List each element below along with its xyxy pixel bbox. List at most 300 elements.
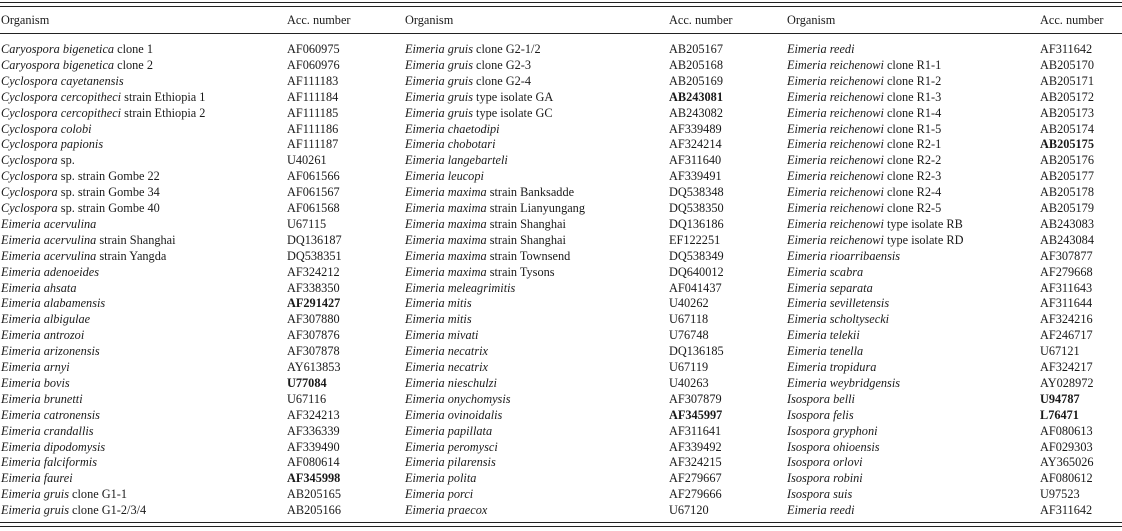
organism-cell	[787, 57, 941, 73]
organism-cell	[1, 264, 99, 280]
accession-number-cell: AY028972	[1040, 375, 1094, 390]
organism-name: Isospora suis	[787, 487, 853, 502]
accession-number-cell: AF279668	[1040, 264, 1093, 279]
organism-name: Eimeria ahsata	[1, 280, 77, 295]
organism-cell	[405, 136, 496, 152]
organism-name: Isospora gryphoni	[787, 423, 878, 438]
accession-number-cell: AF307880	[287, 312, 340, 327]
organism-cell	[787, 184, 941, 200]
organism-cell	[1, 359, 70, 375]
organism-cell	[1, 57, 153, 73]
accession-number-cell: DQ640012	[669, 264, 724, 279]
organism-name: Eimeria faurei	[1, 471, 73, 486]
accession-number-cell: AF336339	[287, 423, 340, 438]
organism-name: Eimeria mivati	[405, 328, 479, 343]
accession-number-cell: U67115	[287, 216, 327, 231]
organism-cell	[787, 136, 941, 152]
organism-name: Eimeria gruis	[1, 503, 69, 518]
organism-cell	[787, 295, 889, 311]
organism-cell	[787, 89, 941, 105]
organism-qualifier: strain Ethiopia 1	[121, 89, 206, 104]
organism-cell	[405, 391, 511, 407]
organism-qualifier: clone 2	[114, 57, 153, 72]
organism-qualifier: clone 1	[114, 42, 153, 56]
top-rule-outer	[0, 2, 1122, 3]
organism-name: Eimeria reichenowi	[787, 232, 884, 247]
organism-cell	[405, 280, 515, 296]
accession-number-cell: AF339492	[669, 439, 722, 454]
accession-number-cell: AF111187	[287, 137, 339, 152]
organism-qualifier: strain Banksadde	[486, 185, 575, 200]
organism-name: Eimeria reichenowi	[787, 73, 884, 88]
accession-number-cell: AB243084	[1040, 232, 1094, 247]
organism-name: Eimeria gruis	[405, 42, 473, 56]
accession-number-cell: AF111186	[287, 121, 339, 136]
organism-qualifier: strain Shanghai	[486, 216, 566, 231]
organism-name: Eimeria gruis	[405, 57, 473, 72]
organism-name: Eimeria acervulina	[1, 248, 97, 263]
organism-qualifier: strain Shanghai	[486, 232, 566, 247]
header-acc-number-2: Acc. number	[669, 13, 733, 27]
accession-number-cell: AF307876	[287, 328, 340, 343]
accession-number-cell: AY613853	[287, 360, 341, 374]
organism-name: Eimeria gruis	[1, 487, 69, 502]
organism-cell	[405, 121, 500, 137]
organism-cell	[405, 184, 574, 200]
accession-number-cell: AF111183	[287, 73, 339, 88]
organism-name: Caryospora bigenetica	[1, 57, 115, 72]
organism-cell	[787, 280, 873, 296]
accession-number-cell: AF060976	[287, 57, 340, 72]
organism-qualifier: sp.	[57, 153, 75, 168]
accession-number-cell: AB205167	[669, 42, 723, 56]
accession-number-cell: U67121	[1040, 344, 1080, 359]
accession-number-cell: U67118	[669, 312, 709, 327]
organism-qualifier: clone R1-5	[883, 121, 942, 136]
organism-qualifier: strain Lianyungang	[486, 201, 585, 215]
organism-qualifier: sp. strain Gombe 22	[57, 169, 160, 184]
accession-number-cell: AF080614	[287, 455, 340, 470]
accession-number-cell: AF111185	[287, 105, 339, 120]
organism-name: Eimeria gruis	[405, 89, 473, 104]
organism-qualifier: clone G2-1/2	[472, 42, 541, 56]
organism-name: Eimeria reichenowi	[787, 137, 884, 152]
organism-cell	[787, 359, 876, 375]
organism-name: Eimeria langebarteli	[405, 153, 508, 168]
organism-name: Cyclospora cayetanensis	[1, 73, 124, 88]
organism-name: Isospora belli	[787, 391, 855, 406]
organism-name: Eimeria porci	[405, 487, 474, 502]
accession-number-cell: AB205178	[1040, 185, 1094, 200]
organism-name: Eimeria tenella	[787, 344, 864, 359]
organism-cell	[787, 152, 941, 168]
accession-number-cell: AF246717	[1040, 328, 1093, 343]
accession-number-cell: AY365026	[1040, 455, 1094, 470]
organism-name: Cyclospora	[1, 201, 58, 215]
organism-cell	[1, 200, 160, 216]
organism-qualifier: clone G2-4	[472, 73, 532, 88]
organism-name: Eimeria mitis	[405, 312, 472, 327]
organism-cell	[1, 407, 100, 423]
organism-cell	[405, 439, 498, 455]
organism-qualifier: clone G1-1	[68, 487, 128, 502]
organism-name: Eimeria gruis	[405, 105, 473, 120]
organism-name: Eimeria brunetti	[1, 391, 83, 406]
organism-name: Caryospora bigenetica	[1, 42, 115, 56]
header-organism-1: Organism	[1, 13, 50, 27]
organism-name: Eimeria catronensis	[1, 407, 100, 422]
organism-name: Eimeria sevilletensis	[787, 296, 890, 311]
organism-cell	[405, 41, 541, 57]
organism-cell	[787, 454, 863, 470]
organism-cell	[1, 89, 205, 105]
organism-cell	[405, 105, 553, 121]
accession-number-cell: DQ538348	[669, 185, 724, 200]
organism-cell	[787, 73, 941, 89]
organism-cell	[405, 454, 496, 470]
accession-number-cell: AB205171	[1040, 73, 1094, 88]
accession-number-cell: AF080613	[1040, 423, 1093, 438]
organism-cell	[405, 264, 555, 280]
organism-name: Cyclospora cercopitheci	[1, 105, 122, 120]
organism-cell	[1, 391, 83, 407]
organism-cell	[1, 295, 105, 311]
organism-cell	[405, 343, 488, 359]
organism-cell	[1, 136, 103, 152]
accession-number-cell: AB205174	[1040, 121, 1094, 136]
header-rule	[0, 33, 1122, 34]
organism-cell	[1, 168, 160, 184]
accession-number-cell: AF061567	[287, 185, 340, 200]
organism-cell	[787, 502, 855, 518]
accession-number-cell: DQ136186	[669, 216, 724, 231]
accession-number-cell: DQ538350	[669, 201, 724, 215]
organism-cell	[1, 152, 75, 168]
organism-cell	[787, 248, 900, 264]
accession-number-cell: AF324217	[1040, 360, 1093, 374]
organism-name: Eimeria leucopi	[405, 169, 484, 184]
organism-qualifier: type isolate RD	[883, 232, 964, 247]
accession-number-cell: AF311642	[1040, 503, 1093, 518]
organism-cell	[787, 470, 863, 486]
accession-number-cell: AF291427	[287, 296, 341, 311]
organism-name: Eimeria alabamensis	[1, 296, 106, 311]
accession-number-cell: AF324216	[1040, 312, 1093, 327]
organism-name: Eimeria chobotari	[405, 137, 496, 152]
organism-cell	[787, 216, 963, 232]
organism-qualifier: type isolate RB	[883, 216, 963, 231]
organism-name: Eimeria arnyi	[1, 360, 70, 374]
organism-cell	[1, 105, 205, 121]
organism-name: Eimeria rioarribaensis	[787, 248, 901, 263]
bottom-rule-outer	[0, 526, 1122, 527]
organism-name: Eimeria gruis	[405, 73, 473, 88]
organism-cell	[1, 454, 97, 470]
organism-cell	[405, 152, 508, 168]
organism-name: Eimeria maxima	[405, 264, 487, 279]
organism-qualifier: strain Ethiopia 2	[121, 105, 206, 120]
accession-number-cell: AF311641	[669, 423, 722, 438]
organism-qualifier: clone R1-3	[883, 89, 942, 104]
organism-cell	[787, 121, 941, 137]
accession-number-cell: AB205168	[669, 57, 723, 72]
organism-cell	[1, 439, 105, 455]
organism-name: Cyclospora colobi	[1, 121, 92, 136]
accession-number-cell: AB243081	[669, 89, 723, 104]
top-rule-inner	[0, 6, 1122, 7]
organism-name: Eimeria separata	[787, 280, 873, 295]
organism-cell	[787, 264, 863, 280]
organism-name: Eimeria tropidura	[787, 360, 877, 374]
organism-qualifier: sp. strain Gombe 34	[57, 185, 160, 200]
organism-name: Eimeria albigulae	[1, 312, 91, 327]
organism-cell	[405, 216, 566, 232]
organism-qualifier: strain Yangda	[96, 248, 167, 263]
organism-cell	[405, 232, 566, 248]
accession-number-cell: AF029303	[1040, 439, 1093, 454]
organism-qualifier: clone R2-1	[883, 137, 942, 152]
organism-cell	[787, 423, 878, 439]
organism-cell	[405, 486, 473, 502]
organism-cell	[1, 248, 166, 264]
accession-number-cell: DQ136185	[669, 344, 724, 359]
accession-number-cell: AF338350	[287, 280, 340, 295]
header-acc-number-1: Acc. number	[287, 13, 351, 27]
organism-name: Eimeria mitis	[405, 296, 472, 311]
header-organism-2: Organism	[405, 13, 454, 27]
organism-qualifier: clone R1-4	[883, 105, 942, 120]
accession-number-cell: U67120	[669, 503, 709, 518]
organism-name: Eimeria dipodomysis	[1, 439, 106, 454]
organism-name: Eimeria maxima	[405, 232, 487, 247]
organism-name: Eimeria praecox	[405, 503, 488, 518]
accession-number-cell: AF279667	[669, 471, 722, 486]
organism-cell	[1, 184, 160, 200]
organism-cell	[1, 121, 92, 137]
organism-cell	[1, 280, 77, 296]
accession-number-cell: AF339491	[669, 169, 722, 184]
organism-name: Eimeria reichenowi	[787, 169, 884, 184]
accession-number-cell: AF279666	[669, 487, 722, 502]
accession-number-cell: U94787	[1040, 391, 1080, 406]
organism-name: Eimeria maxima	[405, 248, 487, 263]
organism-qualifier: strain Townsend	[486, 248, 571, 263]
organism-qualifier: clone R2-3	[883, 169, 942, 184]
organism-name: Eimeria maxima	[405, 185, 487, 200]
organism-name: Eimeria bovis	[1, 375, 70, 390]
organism-name: Isospora robini	[787, 471, 863, 486]
organism-cell	[787, 41, 855, 57]
organism-cell	[787, 327, 860, 343]
organism-cell	[1, 41, 153, 57]
organism-cell	[405, 248, 570, 264]
organism-name: Eimeria polita	[405, 471, 477, 486]
organism-name: Eimeria falciformis	[1, 455, 97, 470]
accession-number-cell: AF311640	[669, 153, 722, 168]
organism-cell	[405, 423, 492, 439]
accession-number-cell: U40263	[669, 375, 709, 390]
organism-name: Eimeria reichenowi	[787, 121, 884, 136]
accession-number-cell: AF061568	[287, 201, 340, 215]
organism-cell	[787, 232, 963, 248]
organism-name: Eimeria reichenowi	[787, 216, 884, 231]
organism-name: Eimeria weybridgensis	[787, 375, 901, 390]
bottom-rule-inner	[0, 522, 1122, 523]
organism-name: Eimeria scholtysecki	[787, 312, 890, 327]
organism-name: Eimeria nieschulzi	[405, 375, 497, 390]
accession-number-cell: DQ136187	[287, 232, 342, 247]
organism-name: Eimeria telekii	[787, 328, 860, 343]
organism-qualifier: clone R1-1	[883, 57, 942, 72]
organism-name: Eimeria reichenowi	[787, 105, 884, 120]
organism-name: Eimeria reichenowi	[787, 153, 884, 168]
organism-qualifier: clone G1-2/3/4	[68, 503, 147, 518]
organism-cell	[1, 216, 96, 232]
accession-number-cell: L76471	[1040, 407, 1079, 422]
accession-number-cell: AF311643	[1040, 280, 1093, 295]
organism-name: Eimeria meleagrimitis	[405, 280, 516, 295]
accession-number-cell: AF307879	[669, 391, 722, 406]
accession-number-cell: AF324213	[287, 407, 340, 422]
organism-cell	[405, 327, 478, 343]
accession-number-cell: AF041437	[669, 280, 722, 295]
accession-number-cell: AF061566	[287, 169, 340, 184]
accession-number-cell: AB205173	[1040, 105, 1094, 120]
accession-number-cell: AB205170	[1040, 57, 1094, 72]
organism-cell	[405, 375, 497, 391]
accession-number-cell: AF324215	[669, 455, 722, 470]
organism-cell	[787, 200, 941, 216]
organism-cell	[787, 486, 852, 502]
organism-cell	[405, 407, 502, 423]
accession-number-cell: AF339490	[287, 439, 340, 454]
organism-name: Isospora orlovi	[787, 455, 863, 470]
accession-number-cell: AB205176	[1040, 153, 1094, 168]
accession-number-cell: U76748	[669, 328, 709, 343]
organism-cell	[1, 486, 127, 502]
organism-cell	[1, 327, 84, 343]
accession-number-cell: AB243083	[1040, 216, 1094, 231]
organism-name: Eimeria pilarensis	[405, 455, 496, 470]
accession-number-cell: AB205166	[287, 503, 341, 518]
organism-qualifier: clone R2-2	[883, 153, 942, 168]
organism-qualifier: type isolate GA	[472, 89, 554, 104]
organism-name: Cyclospora cercopitheci	[1, 89, 122, 104]
organism-cell	[405, 168, 484, 184]
organism-name: Eimeria onychomysis	[405, 391, 511, 406]
organism-name: Eimeria ovinoidalis	[405, 407, 503, 422]
organism-qualifier: clone R2-4	[883, 185, 942, 200]
organism-cell	[1, 311, 90, 327]
organism-cell	[787, 391, 855, 407]
accession-number-cell: AF080612	[1040, 471, 1093, 486]
organism-name: Eimeria acervulina	[1, 216, 97, 231]
accession-number-cell: AB205165	[287, 487, 341, 502]
accession-number-cell: AF111184	[287, 89, 339, 104]
accession-number-cell: AF324212	[287, 264, 340, 279]
organism-qualifier: sp. strain Gombe 40	[57, 201, 160, 215]
accession-number-cell: U67119	[669, 360, 709, 374]
organism-name: Eimeria reedi	[787, 42, 855, 56]
organism-cell	[1, 375, 70, 391]
accession-number-cell: U77084	[287, 375, 327, 390]
accession-number-cell: AB243082	[669, 105, 723, 120]
accession-number-cell: AF345997	[669, 407, 723, 422]
organism-name: Eimeria adenoeides	[1, 264, 100, 279]
organism-name: Eimeria peromysci	[405, 439, 498, 454]
organism-cell	[787, 343, 863, 359]
accession-number-cell: EF122251	[669, 232, 721, 247]
organism-cell	[405, 89, 553, 105]
organism-qualifier: clone G2-3	[472, 57, 532, 72]
organism-name: Eimeria maxima	[405, 216, 487, 231]
organism-cell	[787, 168, 941, 184]
organism-cell	[1, 232, 176, 248]
organism-cell	[787, 311, 889, 327]
organism-cell	[1, 470, 73, 486]
organism-name: Cyclospora	[1, 169, 58, 184]
accession-number-cell: AF307877	[1040, 248, 1093, 263]
organism-cell	[787, 407, 854, 423]
organism-name: Eimeria antrozoi	[1, 328, 85, 343]
organism-cell	[787, 105, 941, 121]
organism-name: Cyclospora	[1, 185, 58, 200]
accession-number-cell: U40261	[287, 153, 327, 168]
organism-name: Eimeria necatrix	[405, 344, 488, 359]
accession-number-cell: AF345998	[287, 471, 341, 486]
organism-name: Cyclospora	[1, 153, 58, 168]
organism-qualifier: strain Shanghai	[96, 232, 176, 247]
accession-number-cell: AB205175	[1040, 137, 1094, 152]
accession-number-cell: AF311644	[1040, 296, 1093, 311]
organism-cell	[405, 73, 531, 89]
organism-name: Eimeria maxima	[405, 201, 487, 215]
organism-name: Eimeria crandallis	[1, 423, 94, 438]
accession-number-cell: AB205169	[669, 73, 723, 88]
organism-name: Eimeria acervulina	[1, 232, 97, 247]
organism-cell	[1, 343, 100, 359]
accession-number-cell: U97523	[1040, 487, 1080, 502]
accession-number-cell: U40262	[669, 296, 709, 311]
organism-name: Eimeria reichenowi	[787, 201, 884, 215]
organism-cell	[1, 502, 146, 518]
organism-cell	[405, 57, 531, 73]
organism-cell	[787, 439, 880, 455]
accession-number-cell: AF307878	[287, 344, 340, 359]
organism-name: Eimeria reichenowi	[787, 89, 884, 104]
organism-name: Eimeria scabra	[787, 264, 864, 279]
organism-name: Eimeria papillata	[405, 423, 493, 438]
organism-cell	[787, 375, 900, 391]
organism-cell	[405, 470, 476, 486]
organism-name: Isospora felis	[787, 407, 854, 422]
accession-number-cell: AF339489	[669, 121, 722, 136]
organism-cell	[405, 295, 472, 311]
organism-qualifier: clone R1-2	[883, 73, 942, 88]
accession-number-cell: U67116	[287, 391, 327, 406]
organism-name: Eimeria reichenowi	[787, 57, 884, 72]
accession-number-cell: AF060975	[287, 42, 340, 56]
organism-cell	[405, 200, 585, 216]
organism-cell	[405, 359, 488, 375]
organism-name: Eimeria reedi	[787, 503, 855, 518]
organism-cell	[405, 311, 472, 327]
organism-name: Eimeria chaetodipi	[405, 121, 500, 136]
organism-cell	[405, 502, 487, 518]
header-organism-3: Organism	[787, 13, 836, 27]
header-acc-number-3: Acc. number	[1040, 13, 1104, 27]
organism-name: Eimeria reichenowi	[787, 185, 884, 200]
